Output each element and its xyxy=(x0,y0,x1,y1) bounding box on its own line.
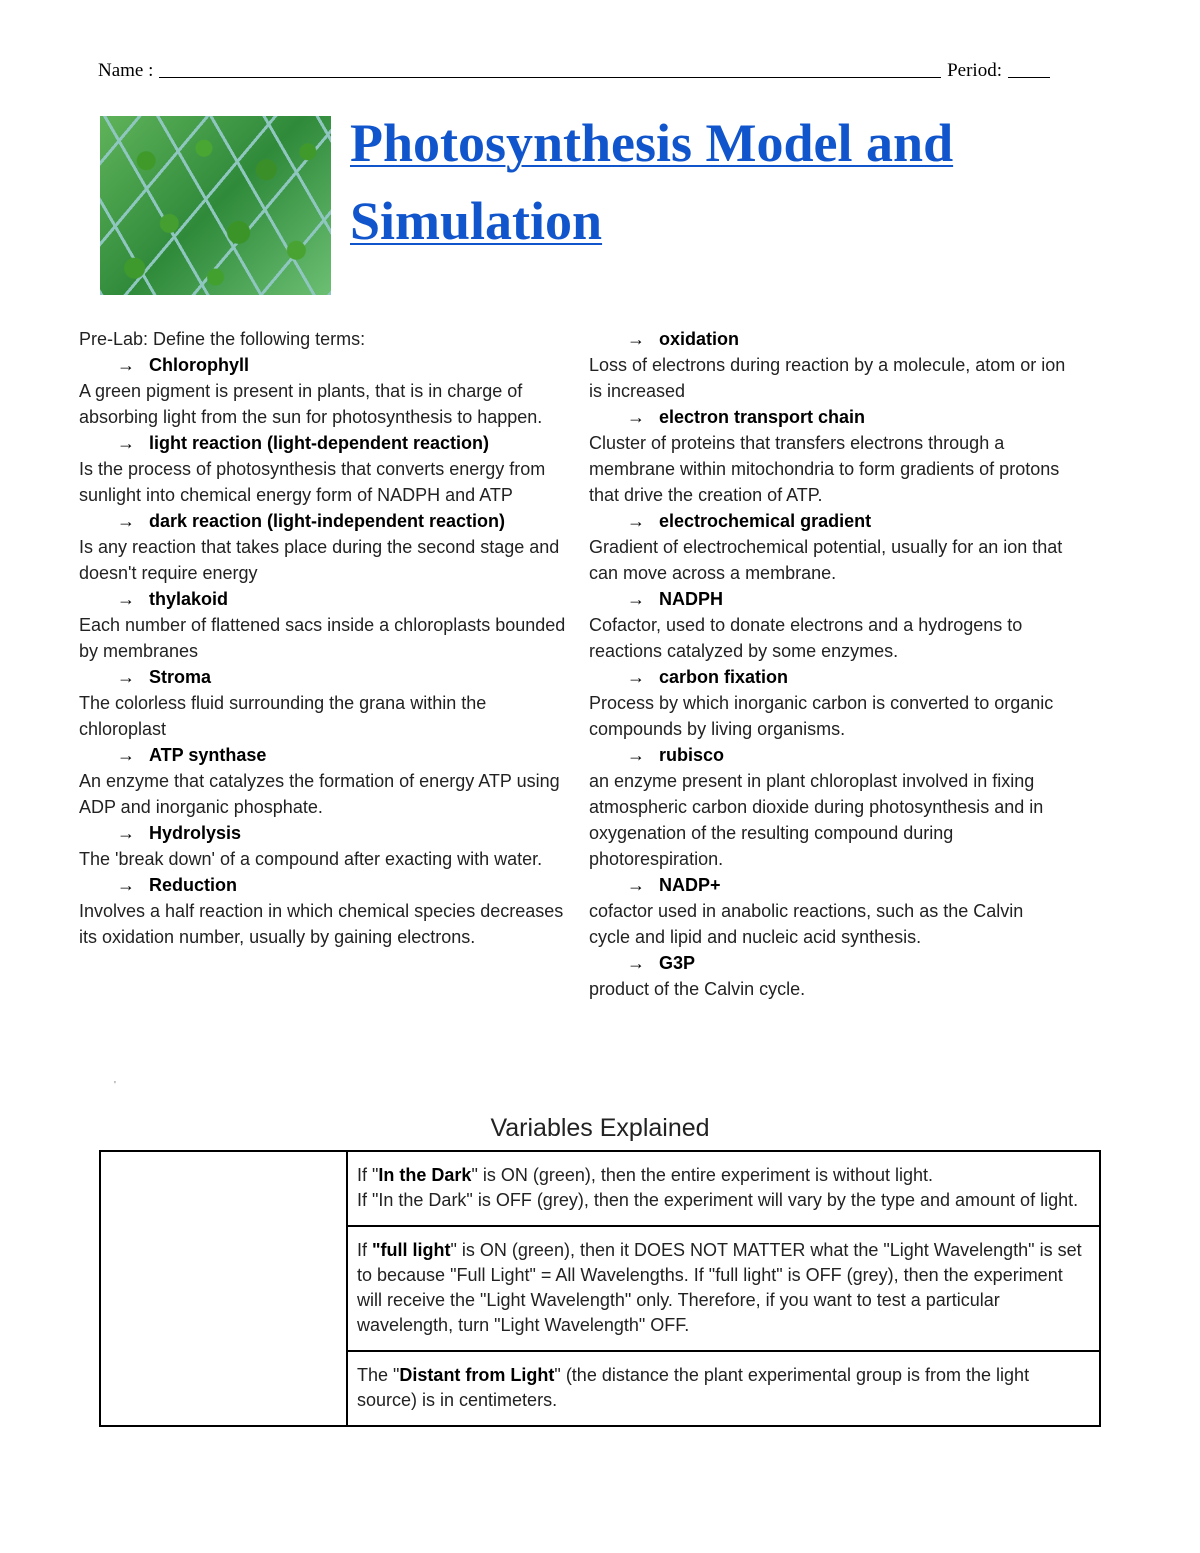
row3-text-a: The " xyxy=(357,1365,400,1385)
term-definition: Each number of flattened sacs inside a chloroplasts bounded by membranes xyxy=(79,615,566,661)
term-heading xyxy=(79,586,569,612)
term-definition: Is the process of photosynthesis that converts energy from sunlight into chemical energy form of NADPH and ATP xyxy=(79,459,546,505)
arrow-icon: → xyxy=(117,745,135,765)
variable-full-light xyxy=(347,1226,1100,1351)
arrow-icon: → xyxy=(627,407,645,427)
row2-bold: "full light xyxy=(372,1240,451,1260)
term-heading xyxy=(79,508,569,534)
term-label: electrochemical gradient xyxy=(659,511,872,531)
variables-heading: Variables Explained xyxy=(490,1114,710,1142)
term-label: Reduction xyxy=(149,875,237,895)
name-period-line xyxy=(98,60,1050,82)
title-line-1: Photosynthesis Model and xyxy=(350,113,954,173)
arrow-icon: → xyxy=(627,745,645,765)
term-heading xyxy=(79,742,569,768)
term-label: dark reaction (light-independent reaction) xyxy=(149,511,506,531)
term-label: Hydrolysis xyxy=(149,823,242,843)
term-heading xyxy=(589,404,1069,430)
arrow-icon: → xyxy=(627,875,645,895)
term-label: light reaction (light-dependent reaction) xyxy=(149,433,490,453)
prelab-left-column xyxy=(79,326,569,950)
term-definition: Involves a half reaction in which chemical species decreases its oxidation number, usually by gaining electrons. xyxy=(79,901,564,947)
arrow-icon: → xyxy=(117,355,135,375)
term-label: Chlorophyll xyxy=(149,355,249,375)
term-heading xyxy=(79,872,569,898)
table-blank-cell xyxy=(100,1151,347,1426)
term-label: rubisco xyxy=(659,745,725,765)
plant-cells-image xyxy=(100,116,331,295)
name-label: Name : xyxy=(98,60,154,81)
row1-text-d: If "In the Dark" is OFF (grey), then the experiment will vary by the type and amount of light. xyxy=(357,1190,1079,1210)
term-heading xyxy=(589,586,1069,612)
row2-text-a: If xyxy=(357,1240,373,1260)
arrow-icon: → xyxy=(117,667,135,687)
term-definition: The colorless fluid surrounding the grana within the chloroplast xyxy=(79,693,487,739)
term-label: oxidation xyxy=(659,329,739,349)
arrow-icon: → xyxy=(627,511,645,531)
term-definition: An enzyme that catalyzes the formation of energy ATP using ADP and inorganic phosphate. xyxy=(79,771,560,817)
table-row xyxy=(100,1151,1100,1226)
stray-mark: ' xyxy=(114,1080,116,1091)
term-label: ATP synthase xyxy=(149,745,267,765)
arrow-icon: → xyxy=(117,823,135,843)
title-line-2: Simulation xyxy=(350,191,603,251)
term-label: thylakoid xyxy=(149,589,229,609)
term-heading xyxy=(589,326,1069,352)
arrow-icon: → xyxy=(627,329,645,349)
row1-text-a: If " xyxy=(357,1165,379,1185)
arrow-icon: → xyxy=(627,953,645,973)
term-label: NADPH xyxy=(659,589,724,609)
name-blank[interactable] xyxy=(159,76,941,78)
term-definition: product of the Calvin cycle. xyxy=(589,979,806,999)
arrow-icon: → xyxy=(117,875,135,895)
row3-bold: Distant from Light xyxy=(399,1365,555,1385)
term-heading xyxy=(589,872,1069,898)
term-heading xyxy=(589,742,1069,768)
term-heading xyxy=(79,664,569,690)
term-definition: Gradient of electrochemical potential, usually for an ion that can move across a membrane. xyxy=(589,537,1063,583)
term-definition: Cluster of proteins that transfers electrons through a membrane within mitochondria to form gradients of protons that drive the creation of ATP. xyxy=(589,433,1060,505)
term-definition: Loss of electrons during reaction by a molecule, atom or ion is increased xyxy=(589,355,1066,401)
term-definition: Is any reaction that takes place during the second stage and doesn't require energy xyxy=(79,537,560,583)
term-heading xyxy=(589,950,1069,976)
term-label: carbon fixation xyxy=(659,667,789,687)
variables-table xyxy=(99,1150,1101,1427)
term-label: G3P xyxy=(659,953,696,973)
arrow-icon: → xyxy=(627,667,645,687)
row2-text-c: " is ON (green), then it DOES NOT MATTER what the "Light Wavelength" is set to because "Full Light" = All Wavelengths. If "full light" is OFF (grey), then the experiment will receive the "Light Wavelength" only. Therefore, if you want to test a particular wavelength, turn "Light Wavelength" OFF. xyxy=(357,1240,1082,1335)
left-term-list xyxy=(79,352,569,950)
term-label: electron transport chain xyxy=(659,407,866,427)
prelab-right-column xyxy=(589,326,1069,1002)
term-definition: The 'break down' of a compound after exacting with water. xyxy=(79,849,543,869)
term-heading xyxy=(589,664,1069,690)
arrow-icon: → xyxy=(627,589,645,609)
arrow-icon: → xyxy=(117,589,135,609)
term-definition: Process by which inorganic carbon is converted to organic compounds by living organisms. xyxy=(589,693,1054,739)
term-definition: A green pigment is present in plants, that is in charge of absorbing light from the sun for photosynthesis to happen. xyxy=(79,381,543,427)
term-label: Stroma xyxy=(149,667,212,687)
row1-bold: In the Dark xyxy=(378,1165,472,1185)
term-definition: cofactor used in anabolic reactions, such as the Calvin cycle and lipid and nucleic acid synthesis. xyxy=(589,901,1024,947)
term-heading xyxy=(589,508,1069,534)
term-heading xyxy=(79,430,569,456)
prelab-intro: Pre-Lab: Define the following terms: xyxy=(79,329,366,349)
row3-text-c: " (the distance the plant experimental group is from the light source) is in centimeters. xyxy=(357,1365,1030,1410)
term-definition: Cofactor, used to donate electrons and a hydrogens to reactions catalyzed by some enzymes. xyxy=(589,615,1023,661)
period-blank[interactable] xyxy=(1008,76,1050,78)
term-heading xyxy=(79,352,569,378)
term-label: NADP+ xyxy=(659,875,721,895)
page-title xyxy=(350,104,1050,260)
row1-text-c: " is ON (green), then the entire experiment is without light. xyxy=(471,1165,934,1185)
arrow-icon: → xyxy=(117,511,135,531)
right-term-list xyxy=(589,326,1069,1002)
arrow-icon: → xyxy=(117,433,135,453)
variable-in-the-dark xyxy=(347,1151,1100,1226)
term-heading xyxy=(79,820,569,846)
term-definition: an enzyme present in plant chloroplast involved in fixing atmospheric carbon dioxide during photosynthesis and in oxygenation of the resulting compound during photorespiration. xyxy=(589,771,1044,869)
period-label: Period: xyxy=(947,60,1002,81)
variable-distant-from-light xyxy=(347,1351,1100,1426)
